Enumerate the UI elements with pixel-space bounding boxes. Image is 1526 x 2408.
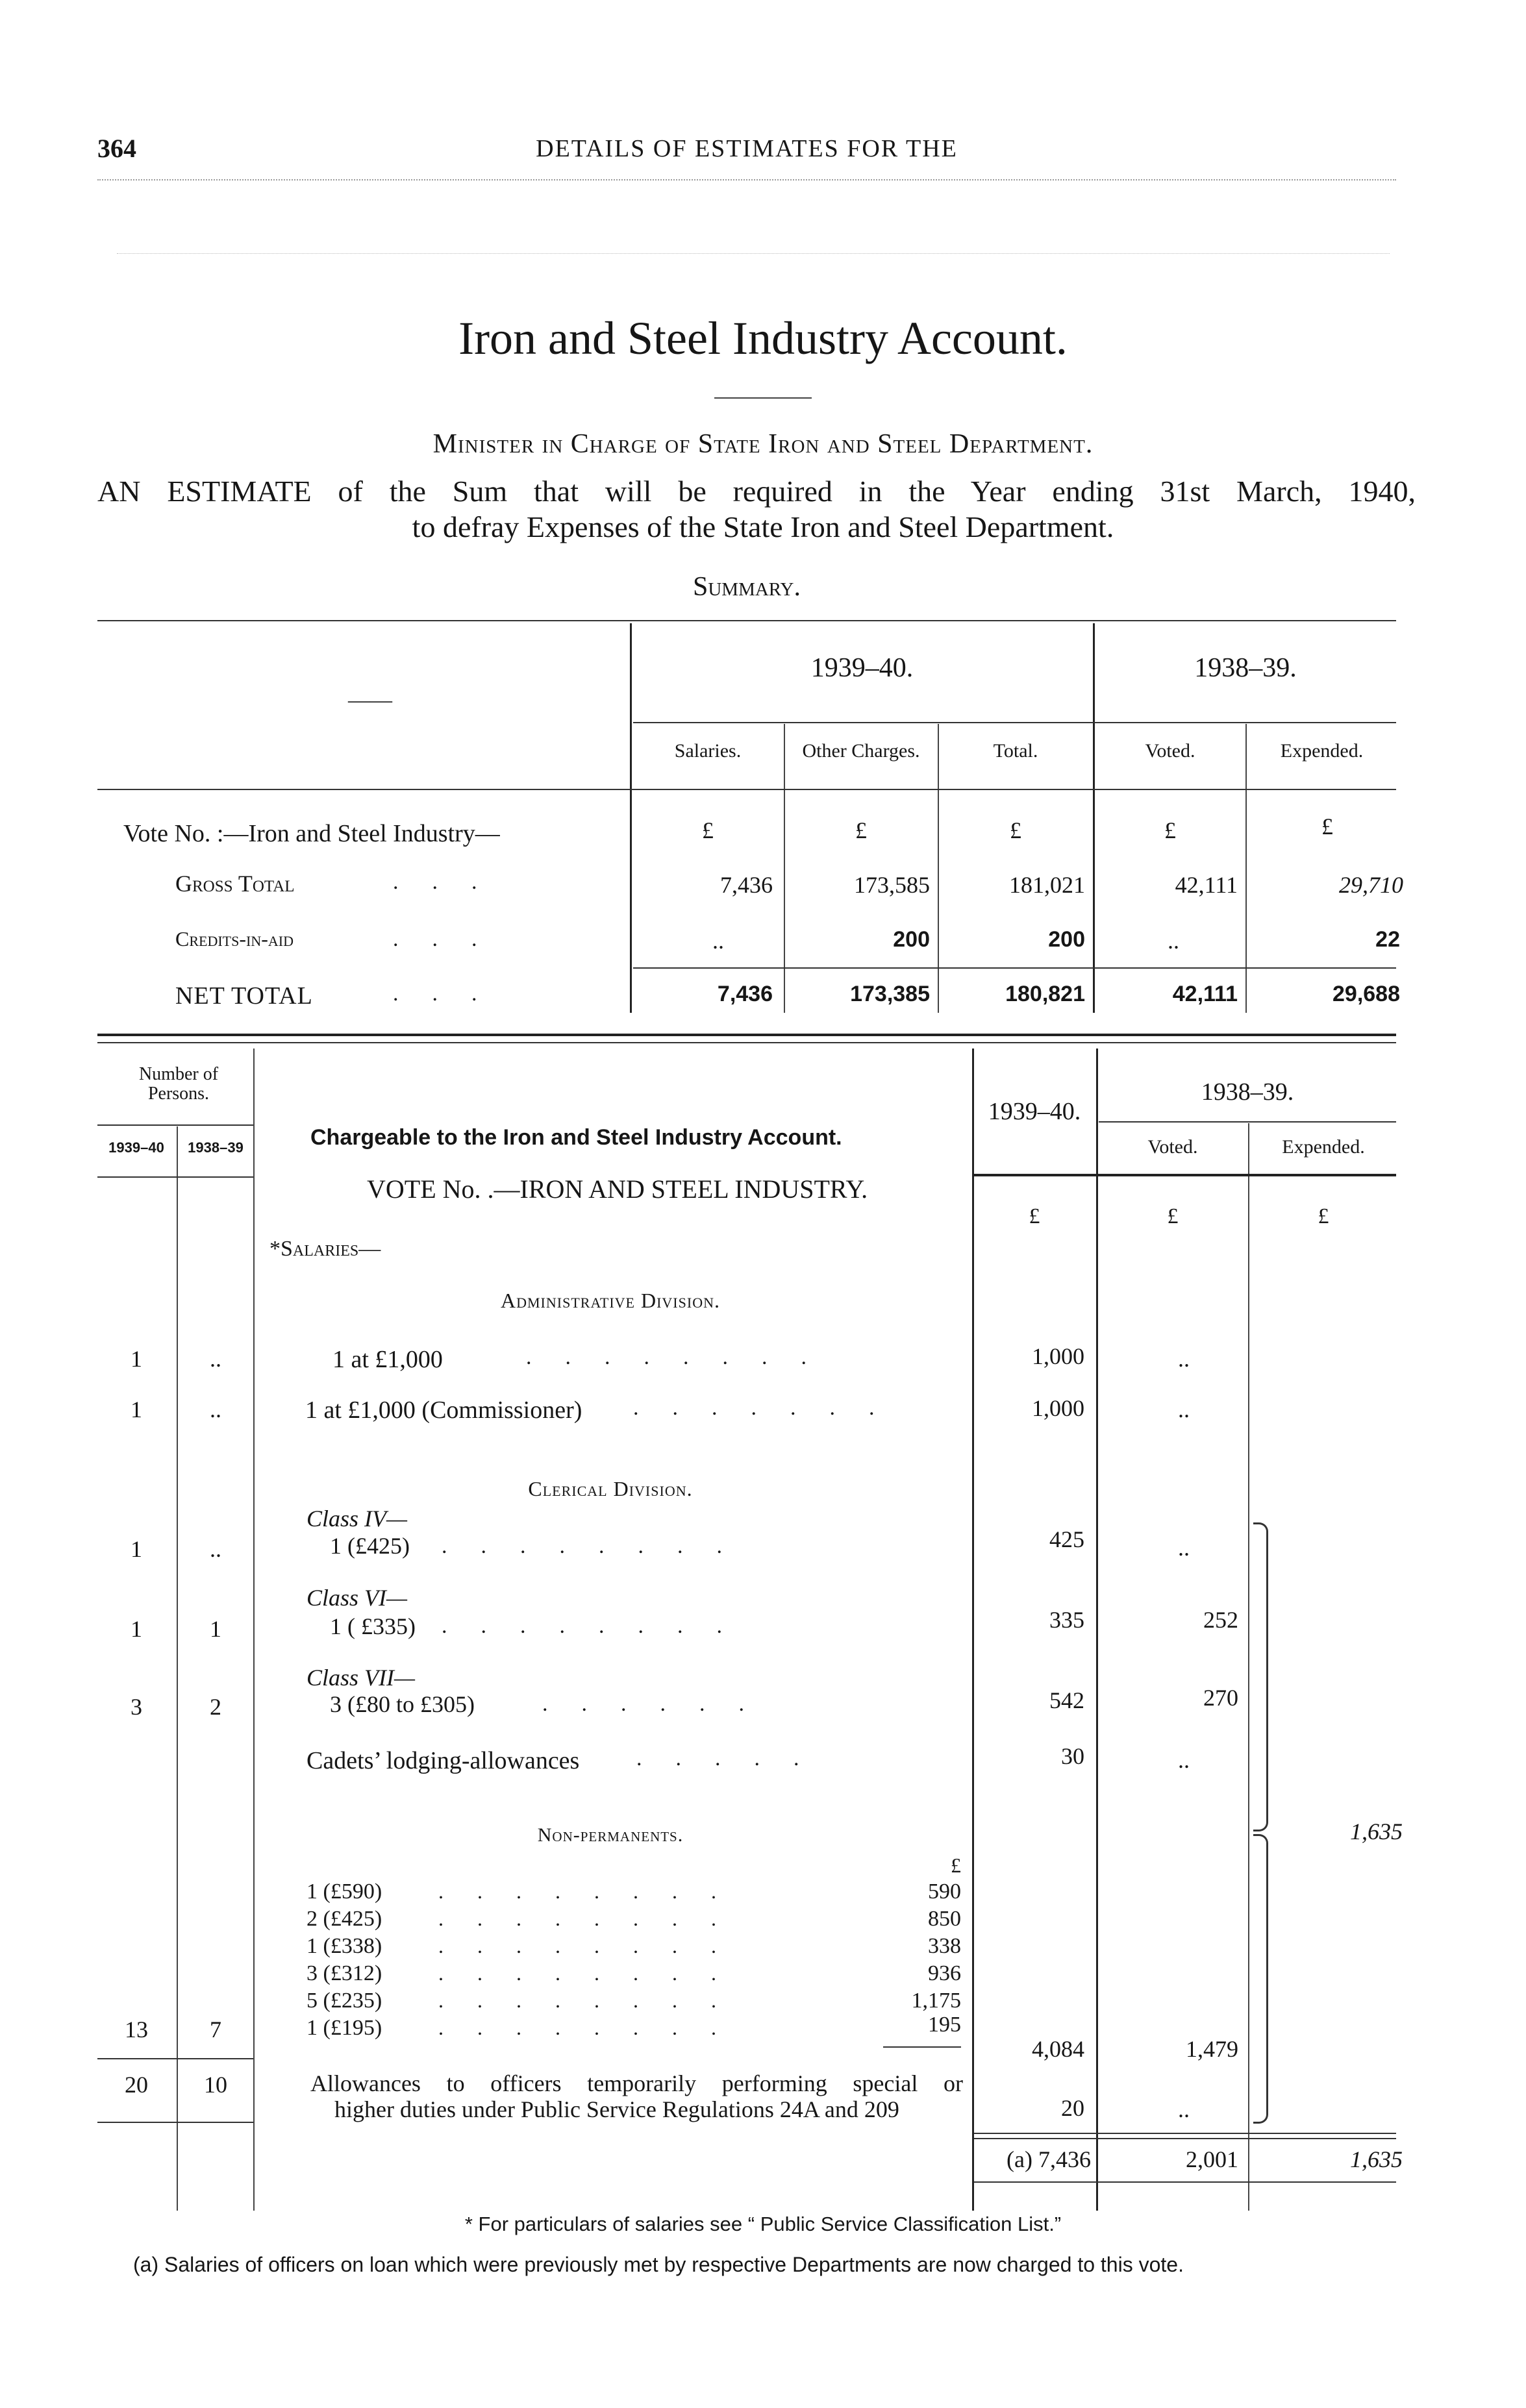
class-iv-label: Class IV—: [306, 1506, 408, 1532]
summary-vline-5: [1245, 724, 1247, 1013]
persons-total-rule: [97, 2058, 253, 2059]
cadets-label: Cadets’ lodging-allowances: [306, 1747, 580, 1774]
leader-dots: ...: [393, 927, 511, 951]
chargeable-heading: Chargeable to the Iron and Steel Industry Account.: [310, 1125, 842, 1150]
allowances-line-2: higher duties under Public Service Regulations 24A and 209: [334, 2096, 899, 2122]
col-total: Total.: [993, 740, 1038, 762]
summary-vline-1: [630, 623, 632, 1013]
grand-total-rule: [974, 2133, 1396, 2134]
leader-dots: .......: [633, 1396, 908, 1420]
row-n40: 1: [131, 1346, 142, 1372]
leader-dots: ........: [438, 1880, 750, 1903]
summary-year-previous: 1938–39.: [1194, 653, 1297, 683]
leader-dots: ...: [393, 982, 511, 1006]
summary-vline-2: [1093, 623, 1095, 1013]
np-amount: 936: [928, 1961, 961, 1985]
row-n39: 1: [210, 1616, 221, 1642]
np-n40: 13: [125, 2017, 148, 2042]
np-amount: 338: [928, 1934, 961, 1958]
row-label: 1 ( £335): [330, 1613, 416, 1639]
net-total-rule: [633, 967, 1396, 969]
leader-dots: ........: [438, 2016, 750, 2039]
leader-dots: ........: [438, 1907, 750, 1930]
gross-total-label: Gross Total: [175, 871, 295, 897]
vote-heading: VOTE No. .—IRON AND STEEL INDUSTRY.: [367, 1174, 868, 1204]
detail-year-current: 1939–40.: [988, 1098, 1081, 1125]
header-rule-2: [117, 253, 1390, 254]
row-n39: ..: [210, 1346, 221, 1372]
row-n39: ..: [210, 1536, 221, 1562]
summary-vline-3: [784, 724, 785, 1013]
row-label: 1 (£425): [330, 1533, 410, 1559]
footnote-star: * For particulars of salaries see “ Public Service Classification List.”: [464, 2213, 1062, 2235]
row-amount: 1,000: [1032, 1395, 1084, 1421]
grand-voted: 2,001: [1186, 2146, 1238, 2172]
row-n40: 3: [131, 1694, 142, 1720]
col-expended: Expended.: [1280, 740, 1364, 762]
detail-currency-expended: £: [1318, 1204, 1329, 1228]
credits-total: 200: [1048, 927, 1085, 952]
leader-dots: ........: [442, 1534, 756, 1558]
row-amount: 1,000: [1032, 1343, 1084, 1369]
np-currency: £: [951, 1854, 961, 1877]
credits-salaries: ..: [712, 928, 724, 954]
summary-bottom-rule-2: [97, 1042, 1396, 1043]
vote-label: Vote No. :—Iron and Steel Industry—: [123, 820, 500, 847]
currency-other: £: [855, 817, 867, 843]
net-voted: 42,111: [1172, 982, 1238, 1006]
currency-voted: £: [1164, 817, 1176, 843]
row-label: 1 at £1,000: [332, 1346, 443, 1373]
np-amount: 590: [928, 1880, 961, 1904]
col-voted: Voted.: [1145, 740, 1195, 762]
cadets-voted: ..: [1178, 1747, 1190, 1773]
leader-dots: .....: [636, 1746, 833, 1770]
header-rule: [97, 179, 1396, 180]
row-amount: 542: [1049, 1687, 1084, 1713]
persons-bottom-rule: [97, 2122, 253, 2123]
allowances-amount: 20: [1061, 2095, 1084, 2121]
num-persons-header: Number of Persons.: [138, 1064, 219, 1104]
col-persons-3940: 1939–40: [108, 1139, 164, 1156]
leader-dots: ........: [438, 1961, 750, 1985]
summary-heading: Summary.: [692, 572, 801, 602]
detail-col-voted: Voted.: [1147, 1136, 1198, 1158]
summary-subhead-rule: [633, 722, 1396, 723]
col-other-charges: Other Charges.: [802, 740, 920, 762]
row-n40: 1: [131, 1536, 142, 1562]
detail-vline-amt-right: [1096, 1049, 1098, 2211]
leader-dots: ........: [526, 1345, 840, 1369]
row-amount: 335: [1049, 1607, 1084, 1633]
class-vii-label: Class VII—: [306, 1665, 416, 1691]
gross-voted: 42,111: [1175, 872, 1238, 898]
np-total-rule: [883, 2046, 961, 2048]
estimate-line-2: to defray Expenses of the State Iron and Steel Department.: [412, 510, 1114, 543]
row-label: 1 at £1,000 (Commissioner): [305, 1396, 582, 1424]
leader-dots: ........: [442, 1614, 756, 1638]
col-persons-3839: 1938–39: [188, 1139, 244, 1156]
grand-total-rule-2: [974, 2138, 1396, 2139]
detail-currency-voted: £: [1167, 1204, 1179, 1228]
net-expended: 29,688: [1332, 982, 1400, 1006]
detail-subhead-rule: [1099, 1121, 1396, 1123]
expended-brace-lower: [1253, 1834, 1268, 2124]
currency-expended: £: [1321, 813, 1333, 839]
detail-currency-amt: £: [1029, 1204, 1040, 1228]
np-amount: 850: [928, 1907, 961, 1931]
footnote-a: (a) Salaries of officers on loan which were previously met by respective Departments are now charged to this vote.: [133, 2253, 1184, 2276]
credits-voted: ..: [1168, 928, 1179, 954]
row-n40: 1: [131, 1396, 142, 1422]
row-amount: 425: [1049, 1526, 1084, 1552]
leader-dots: ........: [438, 1934, 750, 1957]
detail-vline-voted-right: [1248, 1123, 1249, 2211]
leader-dots: ......: [542, 1692, 778, 1716]
leader-dots: ...: [393, 870, 511, 894]
title-ornament: [714, 397, 812, 399]
row-voted: ..: [1178, 1535, 1190, 1561]
persons-subhead-rule: [97, 1176, 253, 1178]
credits-other: 200: [893, 927, 930, 952]
running-title: DETAILS OF ESTIMATES FOR THE: [536, 135, 958, 162]
gross-other: 173,585: [854, 872, 930, 898]
np-label: 1 (£590): [306, 1880, 382, 1904]
grand-total-bottom-rule: [974, 2181, 1396, 2183]
np-voted: 1,479: [1186, 2036, 1238, 2062]
class-vi-label: Class VI—: [306, 1585, 408, 1611]
persons-header-rule: [97, 1124, 253, 1126]
summary-blank-dash: ——: [348, 688, 392, 712]
grand-total: (a) 7,436: [1007, 2146, 1091, 2172]
page-number: 364: [97, 134, 136, 163]
brace-expended-value: 1,635: [1350, 1818, 1403, 1844]
currency-total: £: [1010, 817, 1021, 843]
row-voted: 270: [1203, 1685, 1238, 1711]
np-total: 4,084: [1032, 2036, 1084, 2062]
net-total-label: NET TOTAL: [175, 982, 313, 1010]
np-label: 5 (£235): [306, 1989, 382, 2013]
minister-heading: Minister in Charge of State Iron and Steel Department.: [432, 429, 1094, 459]
total-n39: 10: [204, 2072, 227, 2098]
row-label: 3 (£80 to £305): [330, 1691, 475, 1717]
net-salaries: 7,436: [717, 982, 773, 1006]
gross-expended: 29,710: [1339, 872, 1403, 898]
non-permanents-heading: Non-permanents.: [537, 1824, 684, 1846]
np-label: 1 (£195): [306, 2016, 382, 2040]
detail-year-previous: 1938–39.: [1201, 1078, 1294, 1106]
summary-year-current: 1939–40.: [810, 653, 914, 683]
np-amount: 195: [928, 2013, 961, 2037]
estimate-line-1: AN ESTIMATE of the Sum that will be required in the Year ending 31st March, 1940,: [97, 475, 1416, 508]
grand-expended: 1,635: [1350, 2146, 1403, 2172]
row-n39: ..: [210, 1396, 221, 1422]
detail-vline-persons-left: [177, 1126, 178, 2211]
detail-vline-persons-right: [253, 1049, 255, 2211]
total-n40: 20: [125, 2072, 148, 2098]
net-total: 180,821: [1005, 982, 1085, 1006]
row-voted: 252: [1203, 1607, 1238, 1633]
row-voted: ..: [1178, 1346, 1190, 1372]
currency-salaries: £: [702, 817, 714, 843]
detail-header-rule: [974, 1174, 1396, 1176]
allowances-voted: ..: [1178, 2096, 1190, 2122]
clerical-division-heading: Clerical Division.: [528, 1477, 693, 1500]
np-label: 3 (£312): [306, 1961, 382, 1985]
net-other: 173,385: [850, 982, 930, 1006]
row-voted: ..: [1178, 1396, 1190, 1422]
credits-expended: 22: [1375, 927, 1400, 952]
np-amount: 1,175: [911, 1989, 961, 2013]
expended-brace-upper: [1253, 1522, 1268, 1831]
cadets-amount: 30: [1061, 1743, 1084, 1769]
summary-top-rule: [97, 620, 1396, 621]
np-n39: 7: [210, 2017, 221, 2042]
detail-col-expended: Expended.: [1282, 1136, 1365, 1158]
salaries-heading: *Salaries—: [269, 1237, 381, 1261]
summary-vline-4: [938, 724, 939, 1013]
col-salaries: Salaries.: [674, 740, 742, 762]
admin-division-heading: Administrative Division.: [501, 1289, 720, 1312]
leader-dots: ........: [438, 1989, 750, 2012]
allowances-line-1: Allowances to officers temporarily performing special or: [310, 2070, 963, 2096]
page-title: Iron and Steel Industry Account.: [458, 312, 1068, 364]
summary-header-rule: [97, 789, 1396, 790]
np-label: 2 (£425): [306, 1907, 382, 1931]
gross-total: 181,021: [1009, 872, 1085, 898]
np-label: 1 (£338): [306, 1934, 382, 1958]
gross-salaries: 7,436: [720, 872, 773, 898]
row-n39: 2: [210, 1694, 221, 1720]
row-n40: 1: [131, 1616, 142, 1642]
credits-in-aid-label: Credits-in-aid: [175, 927, 294, 950]
summary-bottom-rule: [97, 1034, 1396, 1036]
